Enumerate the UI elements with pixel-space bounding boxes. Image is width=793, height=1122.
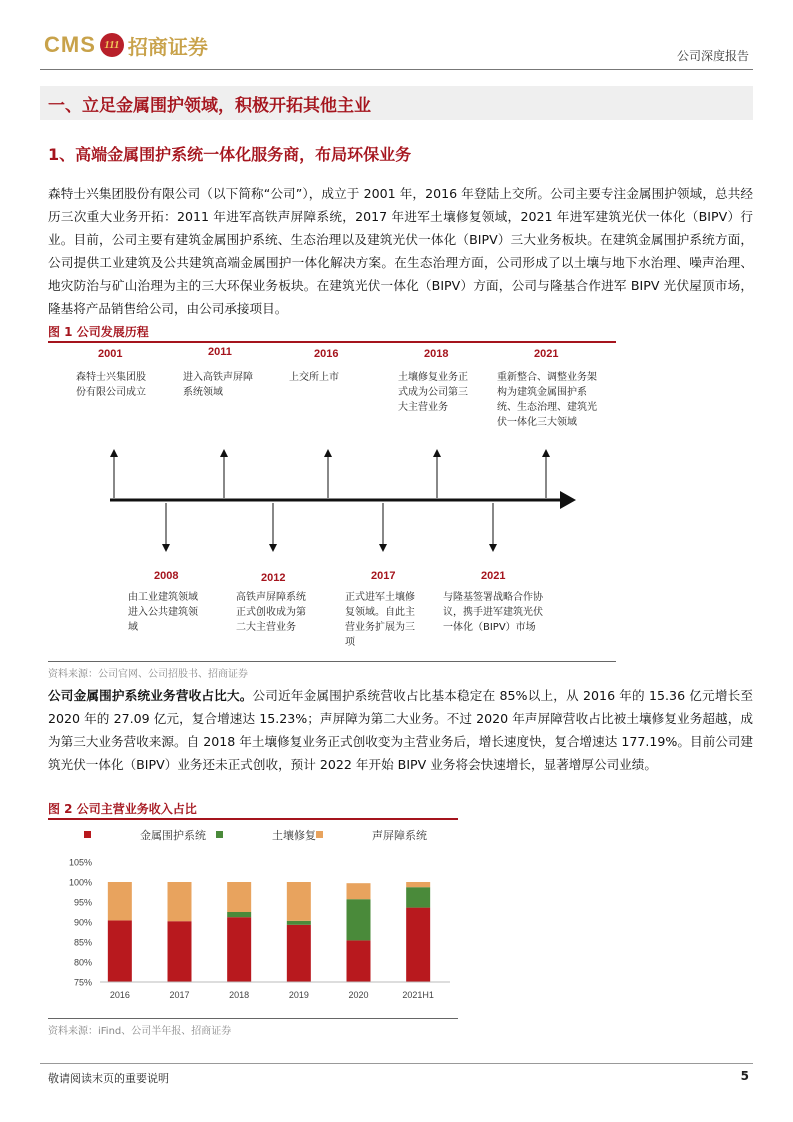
bar-2019-series-2 — [287, 882, 311, 921]
y-tick-label: 105% — [68, 857, 92, 868]
business-paragraph-lead: 公司金属围护系统业务营收占比大。 — [48, 688, 253, 703]
x-tick-label: 2019 — [288, 990, 309, 1000]
legend-label-1: 土壤修复 — [272, 829, 316, 842]
legend-swatch-2 — [316, 831, 323, 838]
x-tick-label: 2020 — [348, 990, 369, 1000]
tl-year-2001: 2001 — [98, 348, 123, 360]
page-number: 5 — [740, 1069, 749, 1083]
chart-legend — [84, 828, 427, 842]
figure2-source: 资料来源：iFind、公司半年报、招商证券 — [48, 1026, 232, 1037]
section-title: 一、立足金属围护领域，积极开拓其他主业 — [48, 96, 371, 116]
y-tick-label: 90% — [73, 917, 92, 928]
bar-2021H1-series-2 — [406, 882, 430, 887]
tl-text-2021-bottom: 与隆基签署战略合作协议，携手进军建筑光伏一体化（BIPV）市场 — [443, 592, 543, 633]
figure1-title: 图 1 公司发展历程 — [48, 325, 149, 339]
tl-year-2021-bottom: 2021 — [481, 570, 506, 582]
business-paragraph-body: 公司近年金属围护系统营收占比基本稳定在 85%以上，从 2016 年的 15.36 亿元增长至 2020 年的 27.09 亿元，复合增速达 15.23%；声屏障为第二大业务。不过 2020 年声屏障营收占比被土壤修复业务超越，成为第三大业务营收来源。自 2018 年土壤修复业务正式创收变为主营业务后，增长速度快，复合增速达 177.19%。目前公司建筑光伏一体化（BIPV）业务还未正式创收，预计 2022 年开始 BIPV 业务将会快速增长，显著增厚公司业绩。 — [48, 688, 753, 772]
tl-text-2018: 土壤修复业务正式成为公司第三大主营业务 — [398, 372, 468, 413]
company-logo — [44, 31, 208, 59]
y-tick-label: 75% — [73, 977, 92, 988]
tl-year-2018: 2018 — [424, 348, 449, 360]
tl-text-2021-top: 重新整合、调整业务架构为建筑金属围护系统、生态治理、建筑光伏一体化三大领域 — [497, 372, 597, 428]
chart-bars — [108, 882, 430, 982]
timeline-arrow-head — [560, 491, 576, 509]
tl-year-2012: 2012 — [261, 572, 286, 584]
tl-text-2001: 森特士兴集团股份有限公司成立 — [76, 372, 146, 398]
tl-year-2011: 2011 — [208, 346, 232, 358]
bar-2017-series-2 — [168, 882, 192, 921]
header-divider — [40, 69, 753, 70]
intro-paragraph: 森特士兴集团股份有限公司（以下简称“公司”），成立于 2001 年，2016 年登陆上交所。公司主要专注金属围护领域，总共经历三次重大业务开拓：2011 年进军高铁声屏障系统，2017 年进军土壤修复领域，2021 年进军建筑光伏一体化（BIPV）行业。目前，公司主要有建筑金属围护系统、生态治理以及建筑光伏一体化（BIPV）三大业务板块。在建筑金属围护系统方面，公司提供工业建筑及公共建筑高端金属围护一体化解决方案。在生态治理方面，公司形成了以土壤与地下水治理、噪声治理、地灾防治与矿山治理为主的三大环保业务板块。在建筑光伏一体化（BIPV）方面，公司与隆基合作进军 BIPV 光伏屋顶市场，隆基将产品销售给公司，由公司承接项目。 — [48, 186, 753, 316]
tl-year-2021-top: 2021 — [534, 348, 559, 360]
y-tick-label: 95% — [73, 897, 92, 908]
bar-2019-series-0 — [287, 925, 311, 982]
x-tick-label: 2016 — [109, 990, 130, 1000]
logo-cn-text: 招商证券 — [127, 34, 208, 59]
x-tick-label: 2018 — [229, 990, 250, 1000]
bar-2020-series-2 — [347, 883, 371, 899]
tl-text-2011: 进入高铁声屏障系统领域 — [183, 372, 253, 398]
tl-year-2008: 2008 — [154, 570, 179, 582]
x-tick-label: 2017 — [169, 990, 190, 1000]
logo-mark-icon: 111 — [100, 33, 124, 57]
legend-swatch-1 — [216, 831, 223, 838]
tl-text-2008: 由工业建筑领域进入公共建筑领域 — [128, 592, 198, 633]
legend-swatch-0 — [84, 831, 91, 838]
revenue-share-chart — [48, 822, 460, 1018]
sub-title: 1、高端金属围护系统一体化服务商，布局环保业务 — [48, 145, 412, 164]
figure1-bottom-rule — [48, 661, 616, 662]
bar-2017-series-0 — [168, 921, 192, 982]
figure2-title: 图 2 公司主营业务收入占比 — [48, 802, 197, 816]
chart-y-axis — [69, 858, 92, 988]
bar-2016-series-2 — [108, 882, 132, 920]
bar-2019-series-1 — [287, 921, 311, 925]
logo-en-text: CMS — [44, 32, 96, 57]
report-type: 公司深度报告 — [676, 49, 749, 63]
bar-2021H1-series-1 — [406, 887, 430, 907]
figure1-source: 资料来源：公司官网、公司招股书、招商证券 — [48, 669, 248, 680]
bar-2018-series-0 — [227, 917, 251, 982]
bar-2020-series-1 — [347, 899, 371, 940]
tl-text-2016: 上交所上市 — [289, 372, 339, 383]
figure2-top-rule — [48, 818, 458, 820]
tl-text-2012: 高铁声屏障系统正式创收成为第二大主营业务 — [236, 592, 306, 633]
y-tick-label: 100% — [68, 877, 92, 888]
bar-2018-series-1 — [227, 912, 251, 917]
bar-2016-series-0 — [108, 920, 132, 982]
chart-x-axis — [100, 982, 450, 1000]
business-paragraph — [48, 684, 753, 776]
x-tick-label: 2021H1 — [402, 990, 434, 1000]
bar-2018-series-2 — [227, 882, 251, 912]
legend-label-0: 金属围护系统 — [140, 829, 206, 842]
footer-divider — [40, 1063, 753, 1064]
tl-text-2017: 正式进军土壤修复领域。自此主营业务扩展为三项 — [345, 592, 415, 648]
y-tick-label: 85% — [73, 937, 92, 948]
bar-2021H1-series-0 — [406, 908, 430, 982]
tl-year-2016: 2016 — [314, 348, 339, 360]
y-tick-label: 80% — [73, 957, 92, 968]
footer-note: 敬请阅读末页的重要说明 — [48, 1072, 169, 1085]
figure2-bottom-rule — [48, 1018, 458, 1019]
bar-2020-series-0 — [347, 940, 371, 982]
tl-year-2017: 2017 — [371, 570, 396, 582]
legend-label-2: 声屏障系统 — [372, 829, 427, 842]
